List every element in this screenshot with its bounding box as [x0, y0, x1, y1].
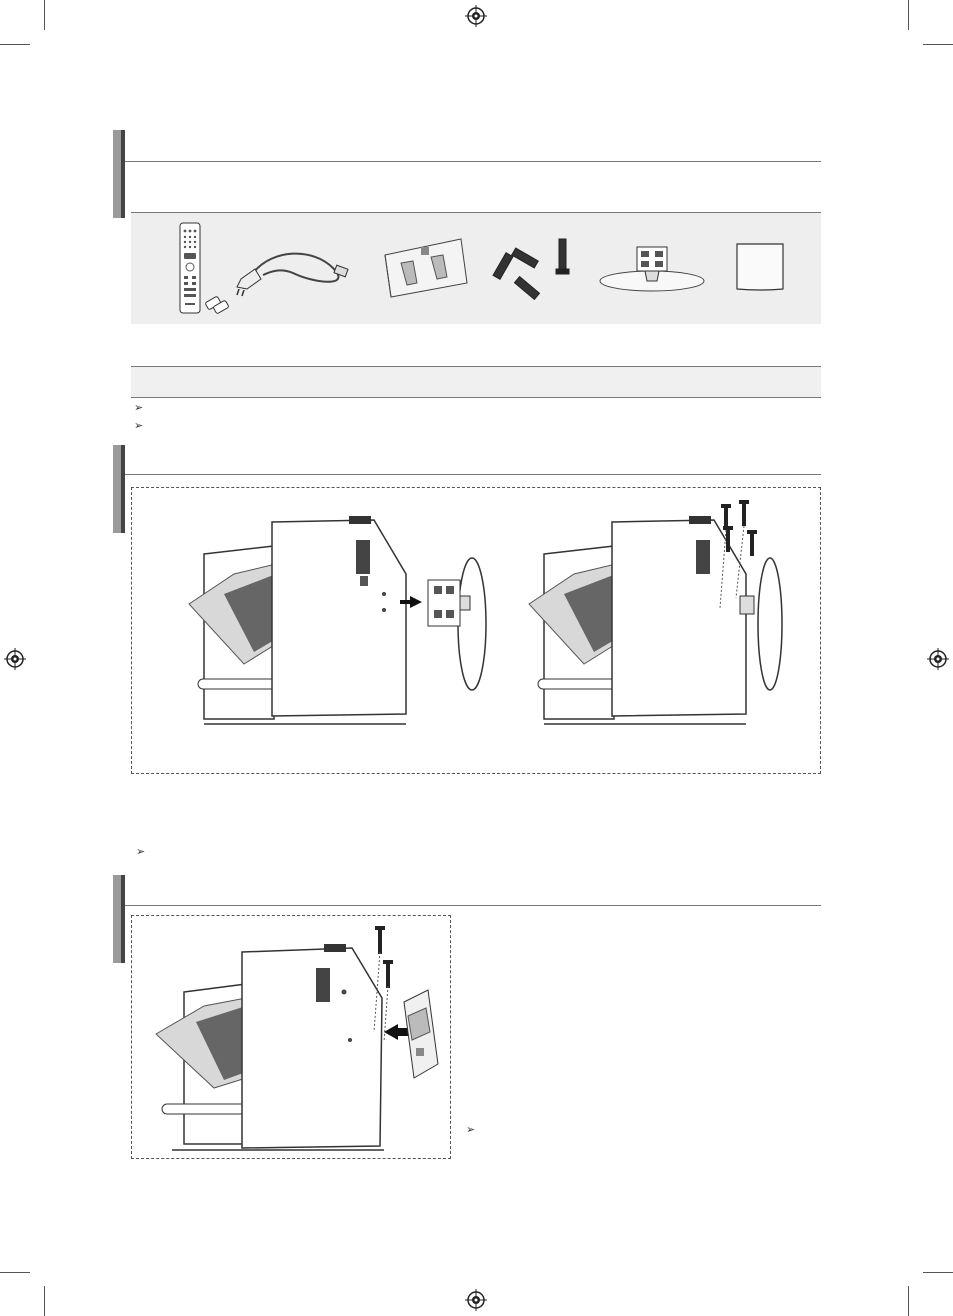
- section-rule-accessories: [125, 161, 821, 162]
- note-arrow-icon: ➢: [134, 402, 144, 414]
- registration-mark-left: [4, 648, 26, 670]
- cover-install-figure: [131, 915, 451, 1159]
- accessories-band: [131, 213, 821, 324]
- crop-mark: [44, 0, 45, 30]
- crop-mark: [923, 1272, 953, 1273]
- section-bar-stand: [113, 445, 121, 533]
- crop-mark: [923, 44, 953, 45]
- registration-mark-right: [927, 648, 949, 670]
- cover-install-illustration: [154, 922, 444, 1154]
- note-arrow-icon: ➢: [136, 846, 146, 858]
- registration-mark-top: [465, 5, 487, 27]
- section-rule-stand: [125, 474, 821, 475]
- power-cord-icon: [233, 243, 363, 299]
- screws-icon: [489, 231, 579, 307]
- cover-bottom-icon: [381, 235, 471, 299]
- registration-mark-bottom: [465, 1289, 487, 1311]
- stand-install-step-1: [184, 514, 494, 734]
- note-arrow-icon: ➢: [134, 420, 144, 432]
- remote-control-icon: [176, 221, 236, 317]
- crop-mark: [44, 1286, 45, 1316]
- crop-mark: [0, 44, 30, 45]
- section-bar-accessories-inner: [121, 130, 125, 218]
- section-bar-cover: [113, 875, 121, 963]
- crop-mark: [908, 1286, 909, 1316]
- section-bar-cover-inner: [121, 875, 125, 963]
- stand-install-figure: [131, 487, 821, 774]
- note-arrow-icon: ➢: [466, 1124, 476, 1136]
- section-rule-cover: [125, 905, 821, 906]
- cleaning-cloth-icon: [734, 241, 786, 293]
- crop-mark: [908, 0, 909, 30]
- stand-icon: [597, 239, 707, 295]
- crop-mark: [0, 1272, 30, 1273]
- stand-install-step-2: [524, 498, 804, 734]
- notes-header-band: [131, 367, 821, 397]
- section-bar-stand-inner: [121, 445, 125, 533]
- notes-bottom-rule: [131, 397, 821, 398]
- section-bar-accessories: [113, 130, 121, 218]
